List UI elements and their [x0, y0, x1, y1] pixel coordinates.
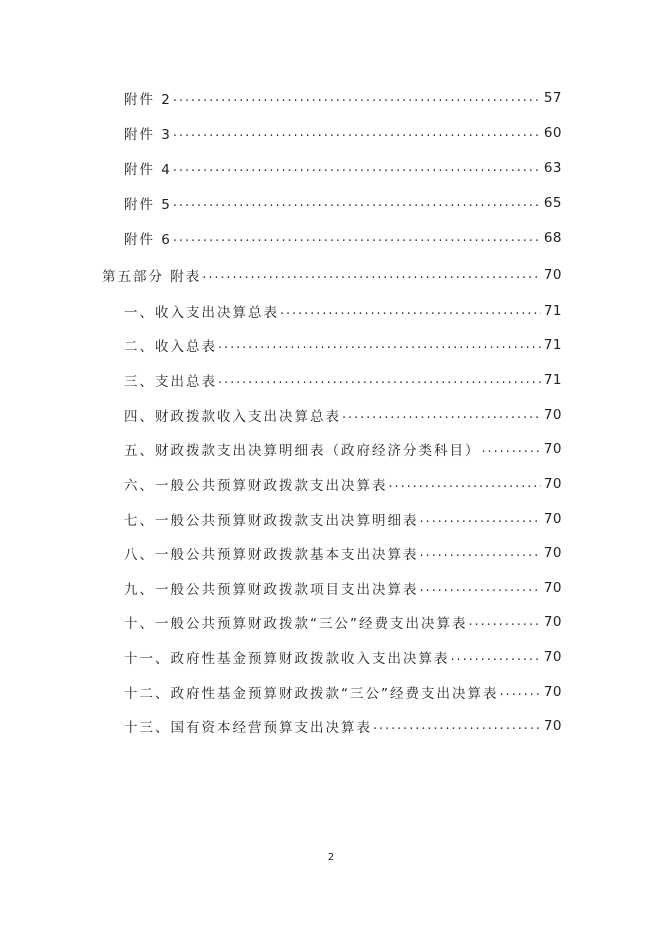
toc-entry-page: 71: [543, 337, 562, 353]
toc-entry-attachment-2[interactable]: [124, 87, 562, 109]
toc-entry-label: 三、支出总表: [124, 374, 217, 390]
toc-entry-label: 七、一般公共预算财政拨款支出决算明细表: [124, 513, 419, 529]
toc-entry-label: 十、一般公共预算财政拨款“三公”经费支出决算表: [124, 616, 468, 632]
toc-leader-dots: [173, 122, 541, 144]
toc-entry-label: 一、收入支出决算总表: [124, 305, 279, 321]
toc-entry-table-5[interactable]: [124, 438, 562, 460]
toc-entry-label: 第五部分 附表: [102, 269, 202, 285]
toc-entry-label: 十一、政府性基金预算财政拨款收入支出决算表: [124, 651, 450, 667]
toc-entry-label: 十三、国有资本经营预算支出决算表: [124, 720, 372, 736]
toc-entry-page: 70: [543, 614, 562, 630]
toc-entry-part5[interactable]: [102, 264, 562, 286]
toc-entry-page: 70: [543, 718, 562, 734]
toc-entry-label: 二、收入总表: [124, 339, 217, 355]
toc-entry-page: 68: [543, 230, 562, 246]
toc-entry-attachment-4[interactable]: [124, 157, 562, 179]
toc-leader-dots: [469, 611, 541, 633]
toc-entry-page: 60: [543, 125, 562, 141]
toc-entry-page: 70: [543, 649, 562, 665]
toc-entry-label: 六、一般公共预算财政拨款支出决算表: [124, 478, 388, 494]
toc-entry-attachment-5[interactable]: [124, 192, 562, 214]
toc-entry-page: 57: [543, 90, 562, 106]
toc-entry-page: 70: [543, 511, 562, 527]
toc-leader-dots: [420, 577, 541, 599]
toc-entry-page: 70: [543, 545, 562, 561]
toc-entry-page: 70: [543, 580, 562, 596]
toc-entry-page: 71: [543, 372, 562, 388]
toc-entry-table-11[interactable]: [124, 646, 562, 668]
toc-entry-table-3[interactable]: [124, 369, 562, 391]
toc-entry-page: 70: [543, 441, 562, 457]
toc-entry-table-2[interactable]: [124, 334, 562, 356]
toc-entry-label: 附件 6: [124, 232, 172, 248]
toc-entry-page: 70: [543, 267, 562, 283]
toc-entry-label: 九、一般公共预算财政拨款项目支出决算表: [124, 582, 419, 598]
toc-entry-label: 五、财政拨款支出决算明细表（政府经济分类科目）: [124, 443, 481, 459]
toc-leader-dots: [420, 542, 541, 564]
toc-leader-dots: [482, 438, 541, 460]
toc-entry-page: 63: [543, 160, 562, 176]
toc-entry-page: 70: [543, 407, 562, 423]
toc-leader-dots: [173, 87, 541, 109]
toc-entry-table-1[interactable]: [124, 300, 562, 322]
page-number: 2: [327, 852, 335, 863]
toc-entry-table-6[interactable]: [124, 473, 562, 495]
toc-entry-page: 70: [543, 476, 562, 492]
toc-entry-table-4[interactable]: [124, 404, 562, 426]
toc-entry-table-12[interactable]: [124, 681, 562, 703]
toc-entry-page: 65: [543, 195, 562, 211]
toc-entry-table-10[interactable]: [124, 611, 562, 633]
toc-entry-label: 四、财政拨款收入支出决算总表: [124, 409, 341, 425]
toc-entry-page: 70: [543, 684, 562, 700]
toc-leader-dots: [173, 227, 541, 249]
toc-leader-dots: [373, 715, 541, 737]
toc-entry-table-13[interactable]: [124, 715, 562, 737]
toc-entry-table-8[interactable]: [124, 542, 562, 564]
toc-entry-label: 附件 4: [124, 162, 172, 178]
toc-entry-attachment-6[interactable]: [124, 227, 562, 249]
toc-entry-label: 八、一般公共预算财政拨款基本支出决算表: [124, 547, 419, 563]
toc-leader-dots: [173, 192, 541, 214]
toc-leader-dots: [218, 369, 541, 391]
toc-entry-attachment-3[interactable]: [124, 122, 562, 144]
toc-leader-dots: [202, 264, 541, 286]
toc-leader-dots: [218, 334, 541, 356]
toc-leader-dots: [389, 473, 541, 495]
toc-entry-page: 71: [543, 303, 562, 319]
toc-entry-table-9[interactable]: [124, 577, 562, 599]
toc-entry-label: 附件 3: [124, 127, 172, 143]
toc-entry-label: 附件 2: [124, 92, 172, 108]
toc-leader-dots: [451, 646, 541, 668]
toc-leader-dots: [420, 508, 541, 530]
toc-leader-dots: [173, 157, 541, 179]
toc-entry-table-7[interactable]: [124, 508, 562, 530]
toc-entry-label: 十二、政府性基金预算财政拨款“三公”经费支出决算表: [124, 686, 499, 702]
toc-leader-dots: [280, 300, 541, 322]
toc-leader-dots: [342, 404, 541, 426]
toc-entry-label: 附件 5: [124, 197, 172, 213]
toc-leader-dots: [500, 681, 541, 703]
